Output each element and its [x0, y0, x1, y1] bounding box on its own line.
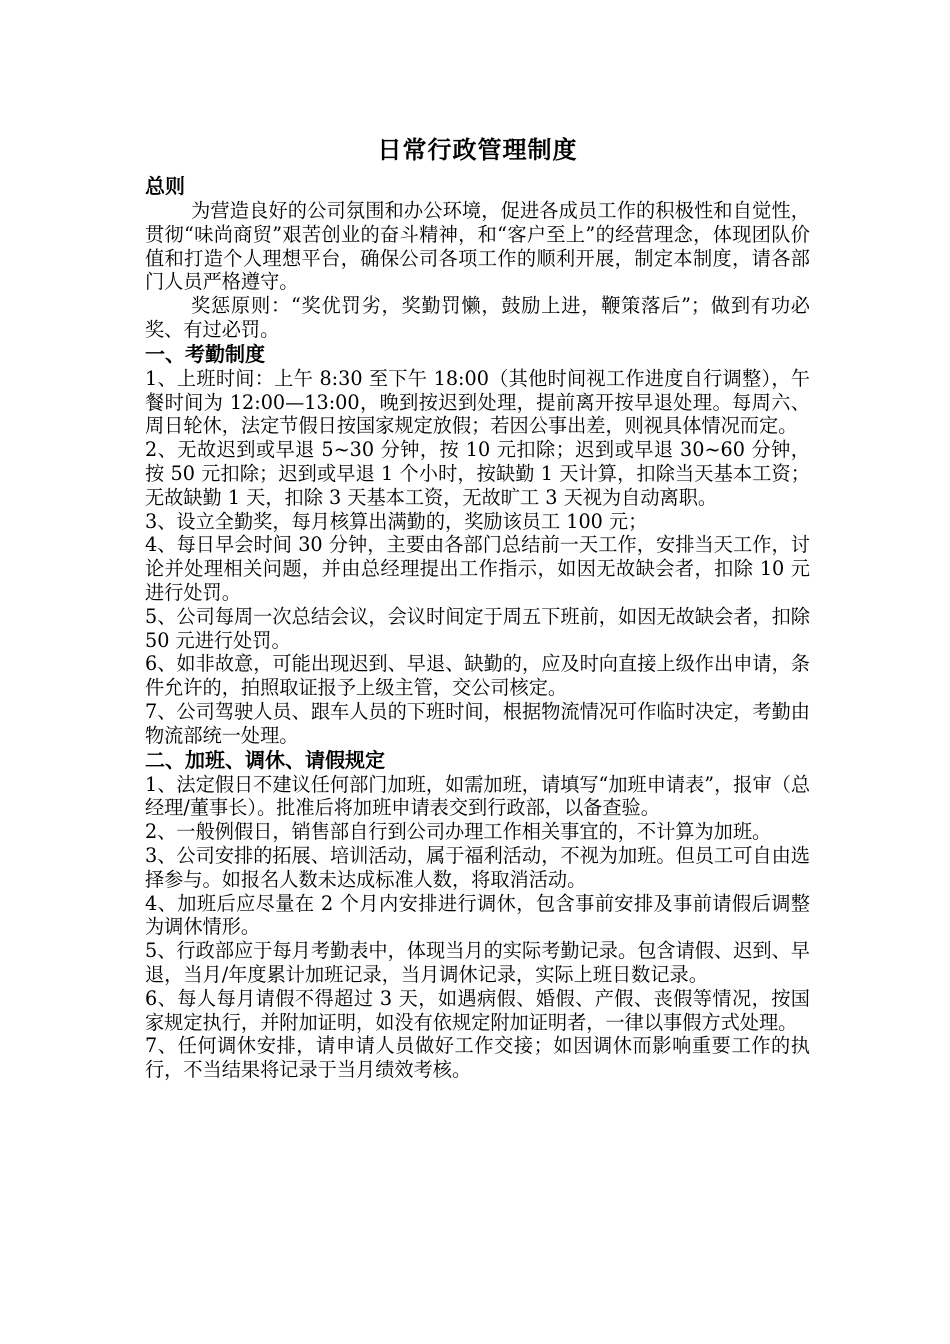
- section-heading-overtime-leave: 二、加班、调休、请假规定: [145, 747, 385, 772]
- overtime-leave-item: 5、行政部应于每月考勤表中，体现当月的实际考勤记录。包含请假、迟到、早退，当月/年度累计加班记录，当月调休记录，实际上班日数记录。: [145, 939, 810, 986]
- intro-paragraph: 奖惩原则：“奖优罚劣，奖勤罚懒，鼓励上进，鞭策落后”；做到有功必奖、有过必罚。: [145, 294, 810, 341]
- attendance-item: 7、公司驾驶人员、跟车人员的下班时间，根据物流情况可作临时决定，考勤由物流部统一处理。: [145, 699, 810, 747]
- overtime-leave-item: 3、公司安排的拓展、培训活动，属于福利活动，不视为加班。但员工可自由选择参与。如报名人数未达成标准人数，将取消活动。: [145, 843, 810, 891]
- document-content: [145, 128, 810, 1082]
- attendance-item: 1、上班时间：上午 8:30 至下午 18:00（其他时间视工作进度自行调整），午餐时间为 12:00—13:00，晚到按迟到处理，提前离开按早退处理。每周六、周日轮休，法定节假日按国家规定放假；若因公事出差，则视具体情况而定。: [145, 366, 810, 438]
- document-title: 日常行政管理制度: [377, 136, 578, 164]
- attendance-item: 4、每日早会时间 30 分钟，主要由各部门总结前一天工作，安排当天工作，讨论并处理相关问题，并由总经理提出工作指示，如因无故缺会者，扣除 10 元进行处罚。: [145, 533, 810, 604]
- section-heading-attendance: 一、考勤制度: [145, 341, 265, 366]
- overtime-leave-item: 7、任何调休安排，请申请人员做好工作交接；如因调休而影响重要工作的执行，不当结果将记录于当月绩效考核。: [145, 1034, 810, 1082]
- attendance-item: 3、设立全勤奖，每月核算出满勤的，奖励该员工 100 元；: [145, 509, 648, 533]
- overtime-leave-item: 1、法定假日不建议任何部门加班，如需加班，请填写“加班申请表”，报审（总经理/董事长）。批准后将加班申请表交到行政部，以备查验。: [145, 772, 811, 820]
- intro-paragraph: 为营造良好的公司氛围和办公环境，促进各成员工作的积极性和自觉性，贯彻“味尚商贸”艰苦创业的奋斗精神，和“客户至上”的经营理念，体现团队价值和打造个人理想平台，确保公司各项工作的顺利开展，制定本制度，请各部门人员严格遵守。: [145, 199, 810, 294]
- section-heading-general: 总则: [145, 174, 185, 198]
- attendance-item: 2、无故迟到或早退 5~30 分钟，按 10 元扣除；迟到或早退 30~60 分钟，按 50 元扣除；迟到或早退 1 个小时，按缺勤 1 天计算，扣除当天基本工资；无故缺勤 1 天，扣除 3 天基本工资，无故旷工 3 天视为自动离职。: [145, 438, 810, 509]
- overtime-leave-item: 4、加班后应尽量在 2 个月内安排进行调休，包含事前安排及事前请假后调整为调休情形。: [145, 891, 810, 939]
- overtime-leave-item: 2、一般例假日，销售部自行到公司办理工作相关事宜的，不计算为加班。: [145, 820, 772, 844]
- attendance-item: 5、公司每周一次总结会议，会议时间定于周五下班前，如因无故缺会者，扣除 50 元进行处罚。: [145, 604, 810, 652]
- attendance-item: 6、如非故意，可能出现迟到、早退、缺勤的，应及时向直接上级作出申请，条件允许的，拍照取证报予上级主管，交公司核定。: [145, 652, 810, 700]
- overtime-leave-item: 6、每人每月请假不得超过 3 天，如遇病假、婚假、产假、丧假等情况，按国家规定执行，并附加证明，如没有依规定附加证明者，一律以事假方式处理。: [145, 986, 810, 1034]
